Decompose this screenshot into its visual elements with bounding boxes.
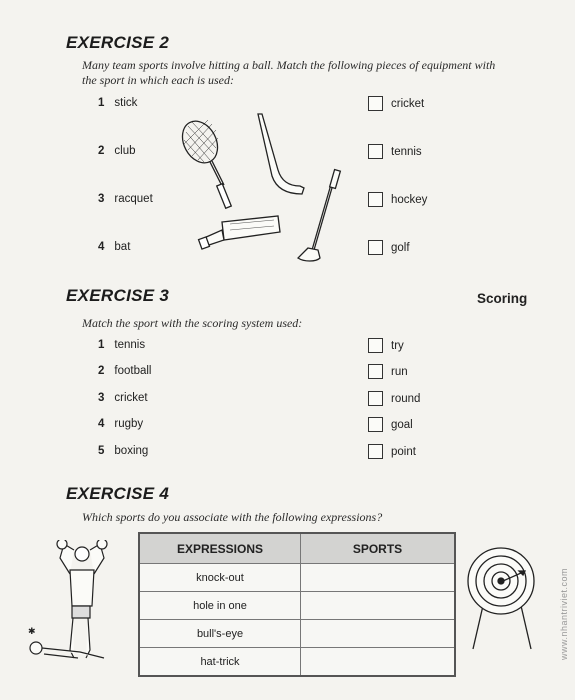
ex3-option-label: round xyxy=(391,392,421,405)
checkbox[interactable] xyxy=(368,192,383,207)
ex3-option-round[interactable] xyxy=(368,391,420,406)
ex2-item-label: club xyxy=(114,145,136,157)
expression-cell: hat-trick xyxy=(139,648,301,677)
table-header-sports: SPORTS xyxy=(301,533,456,564)
ex3-item-label: boxing xyxy=(114,445,149,457)
ex2-option-hockey[interactable] xyxy=(368,192,427,207)
scoring-heading: Scoring xyxy=(477,291,528,306)
exercise-3-title: EXERCISE 3 xyxy=(66,286,170,305)
sport-answer-cell[interactable] xyxy=(301,648,456,677)
expression-cell: bull's-eye xyxy=(139,620,301,648)
ex3-item-3 xyxy=(98,392,148,404)
checkbox[interactable] xyxy=(368,391,383,406)
exercise-2-instruction-line-2: the sport in which each is used: xyxy=(82,73,234,87)
sport-answer-cell[interactable] xyxy=(301,592,456,620)
ex2-item-number: 3 xyxy=(98,193,105,205)
table-row xyxy=(139,564,455,592)
checkbox[interactable] xyxy=(368,444,383,459)
ex2-item-label: stick xyxy=(114,97,138,109)
ex3-option-label: point xyxy=(391,445,416,458)
ex3-item-5 xyxy=(98,445,148,457)
watermark-text: www.nhantriviet.com xyxy=(559,567,569,660)
ex2-item-label: racquet xyxy=(114,193,153,205)
ex3-item-label: football xyxy=(114,365,152,377)
ex2-option-label: tennis xyxy=(391,145,422,158)
boxer-illustration xyxy=(20,540,115,670)
ex2-option-golf[interactable] xyxy=(368,240,410,255)
ex2-option-cricket[interactable] xyxy=(368,96,424,111)
sport-answer-cell[interactable] xyxy=(301,564,456,592)
exercise-2-instruction xyxy=(82,58,542,88)
exercise-3-instruction: Match the sport with the scoring system used: xyxy=(82,316,303,330)
exercise-4-title: EXERCISE 4 xyxy=(66,484,170,503)
ex3-option-try[interactable] xyxy=(368,338,404,353)
ex2-item-1 xyxy=(98,97,137,109)
sport-answer-cell[interactable] xyxy=(301,620,456,648)
ex2-option-label: golf xyxy=(391,241,410,254)
tennis-racquet-icon xyxy=(178,115,231,208)
table-header-row xyxy=(139,533,455,564)
checkbox[interactable] xyxy=(368,96,383,111)
ex3-item-number: 1 xyxy=(98,339,105,351)
svg-text:✱: ✱ xyxy=(28,627,36,637)
ex3-option-point[interactable] xyxy=(368,444,416,459)
ex3-option-label: run xyxy=(391,365,408,378)
ex2-item-label: bat xyxy=(114,241,131,253)
table-row xyxy=(139,620,455,648)
archery-target-icon xyxy=(468,548,534,649)
ex3-item-number: 4 xyxy=(98,418,105,430)
ex3-item-number: 5 xyxy=(98,445,105,457)
ex2-option-label: cricket xyxy=(391,97,425,110)
checkbox[interactable] xyxy=(368,338,383,353)
ex3-item-2 xyxy=(98,365,152,377)
ex3-item-label: cricket xyxy=(114,392,148,404)
boxer-icon xyxy=(57,540,107,658)
golf-club-icon xyxy=(298,170,340,261)
ex2-option-tennis[interactable] xyxy=(368,144,422,159)
exercise-4-instruction: Which sports do you associate with the following expressions? xyxy=(82,510,383,524)
ex2-item-number: 1 xyxy=(98,97,105,109)
ex3-option-goal[interactable] xyxy=(368,417,413,432)
table-row xyxy=(139,648,455,677)
expression-cell: knock-out xyxy=(139,564,301,592)
expression-cell: hole in one xyxy=(139,592,301,620)
checkbox[interactable] xyxy=(368,364,383,379)
ex3-option-label: goal xyxy=(391,418,413,431)
exercise-2-instruction-line-1: Many team sports involve hitting a ball. Match the following pieces of equipment with xyxy=(82,58,496,72)
ex3-item-number: 3 xyxy=(98,392,105,404)
ex2-item-4 xyxy=(98,241,130,253)
ex3-option-run[interactable] xyxy=(368,364,408,379)
ex3-option-label: try xyxy=(391,339,404,352)
ex3-item-number: 2 xyxy=(98,365,105,377)
hockey-stick-icon xyxy=(258,114,304,194)
table-row xyxy=(139,592,455,620)
checkbox[interactable] xyxy=(368,240,383,255)
ex3-item-label: tennis xyxy=(114,339,146,351)
ex2-item-number: 2 xyxy=(98,145,105,157)
ex3-item-4 xyxy=(98,418,143,430)
ex3-item-label: rugby xyxy=(114,418,144,430)
ex2-item-2 xyxy=(98,145,136,157)
sports-equipment-illustration xyxy=(178,110,358,268)
archery-target-illustration xyxy=(463,545,543,655)
table-header-expressions: EXPRESSIONS xyxy=(139,533,301,564)
checkbox[interactable] xyxy=(368,144,383,159)
ex2-option-label: hockey xyxy=(391,193,428,206)
expressions-table xyxy=(138,532,456,677)
exercise-2-title: EXERCISE 2 xyxy=(66,33,170,52)
ex2-item-number: 4 xyxy=(98,241,105,253)
checkbox[interactable] xyxy=(368,417,383,432)
knocked-out-boxer-icon xyxy=(28,627,104,658)
ex2-item-3 xyxy=(98,193,153,205)
ex3-item-1 xyxy=(98,339,145,351)
cricket-bat-icon xyxy=(199,216,280,249)
